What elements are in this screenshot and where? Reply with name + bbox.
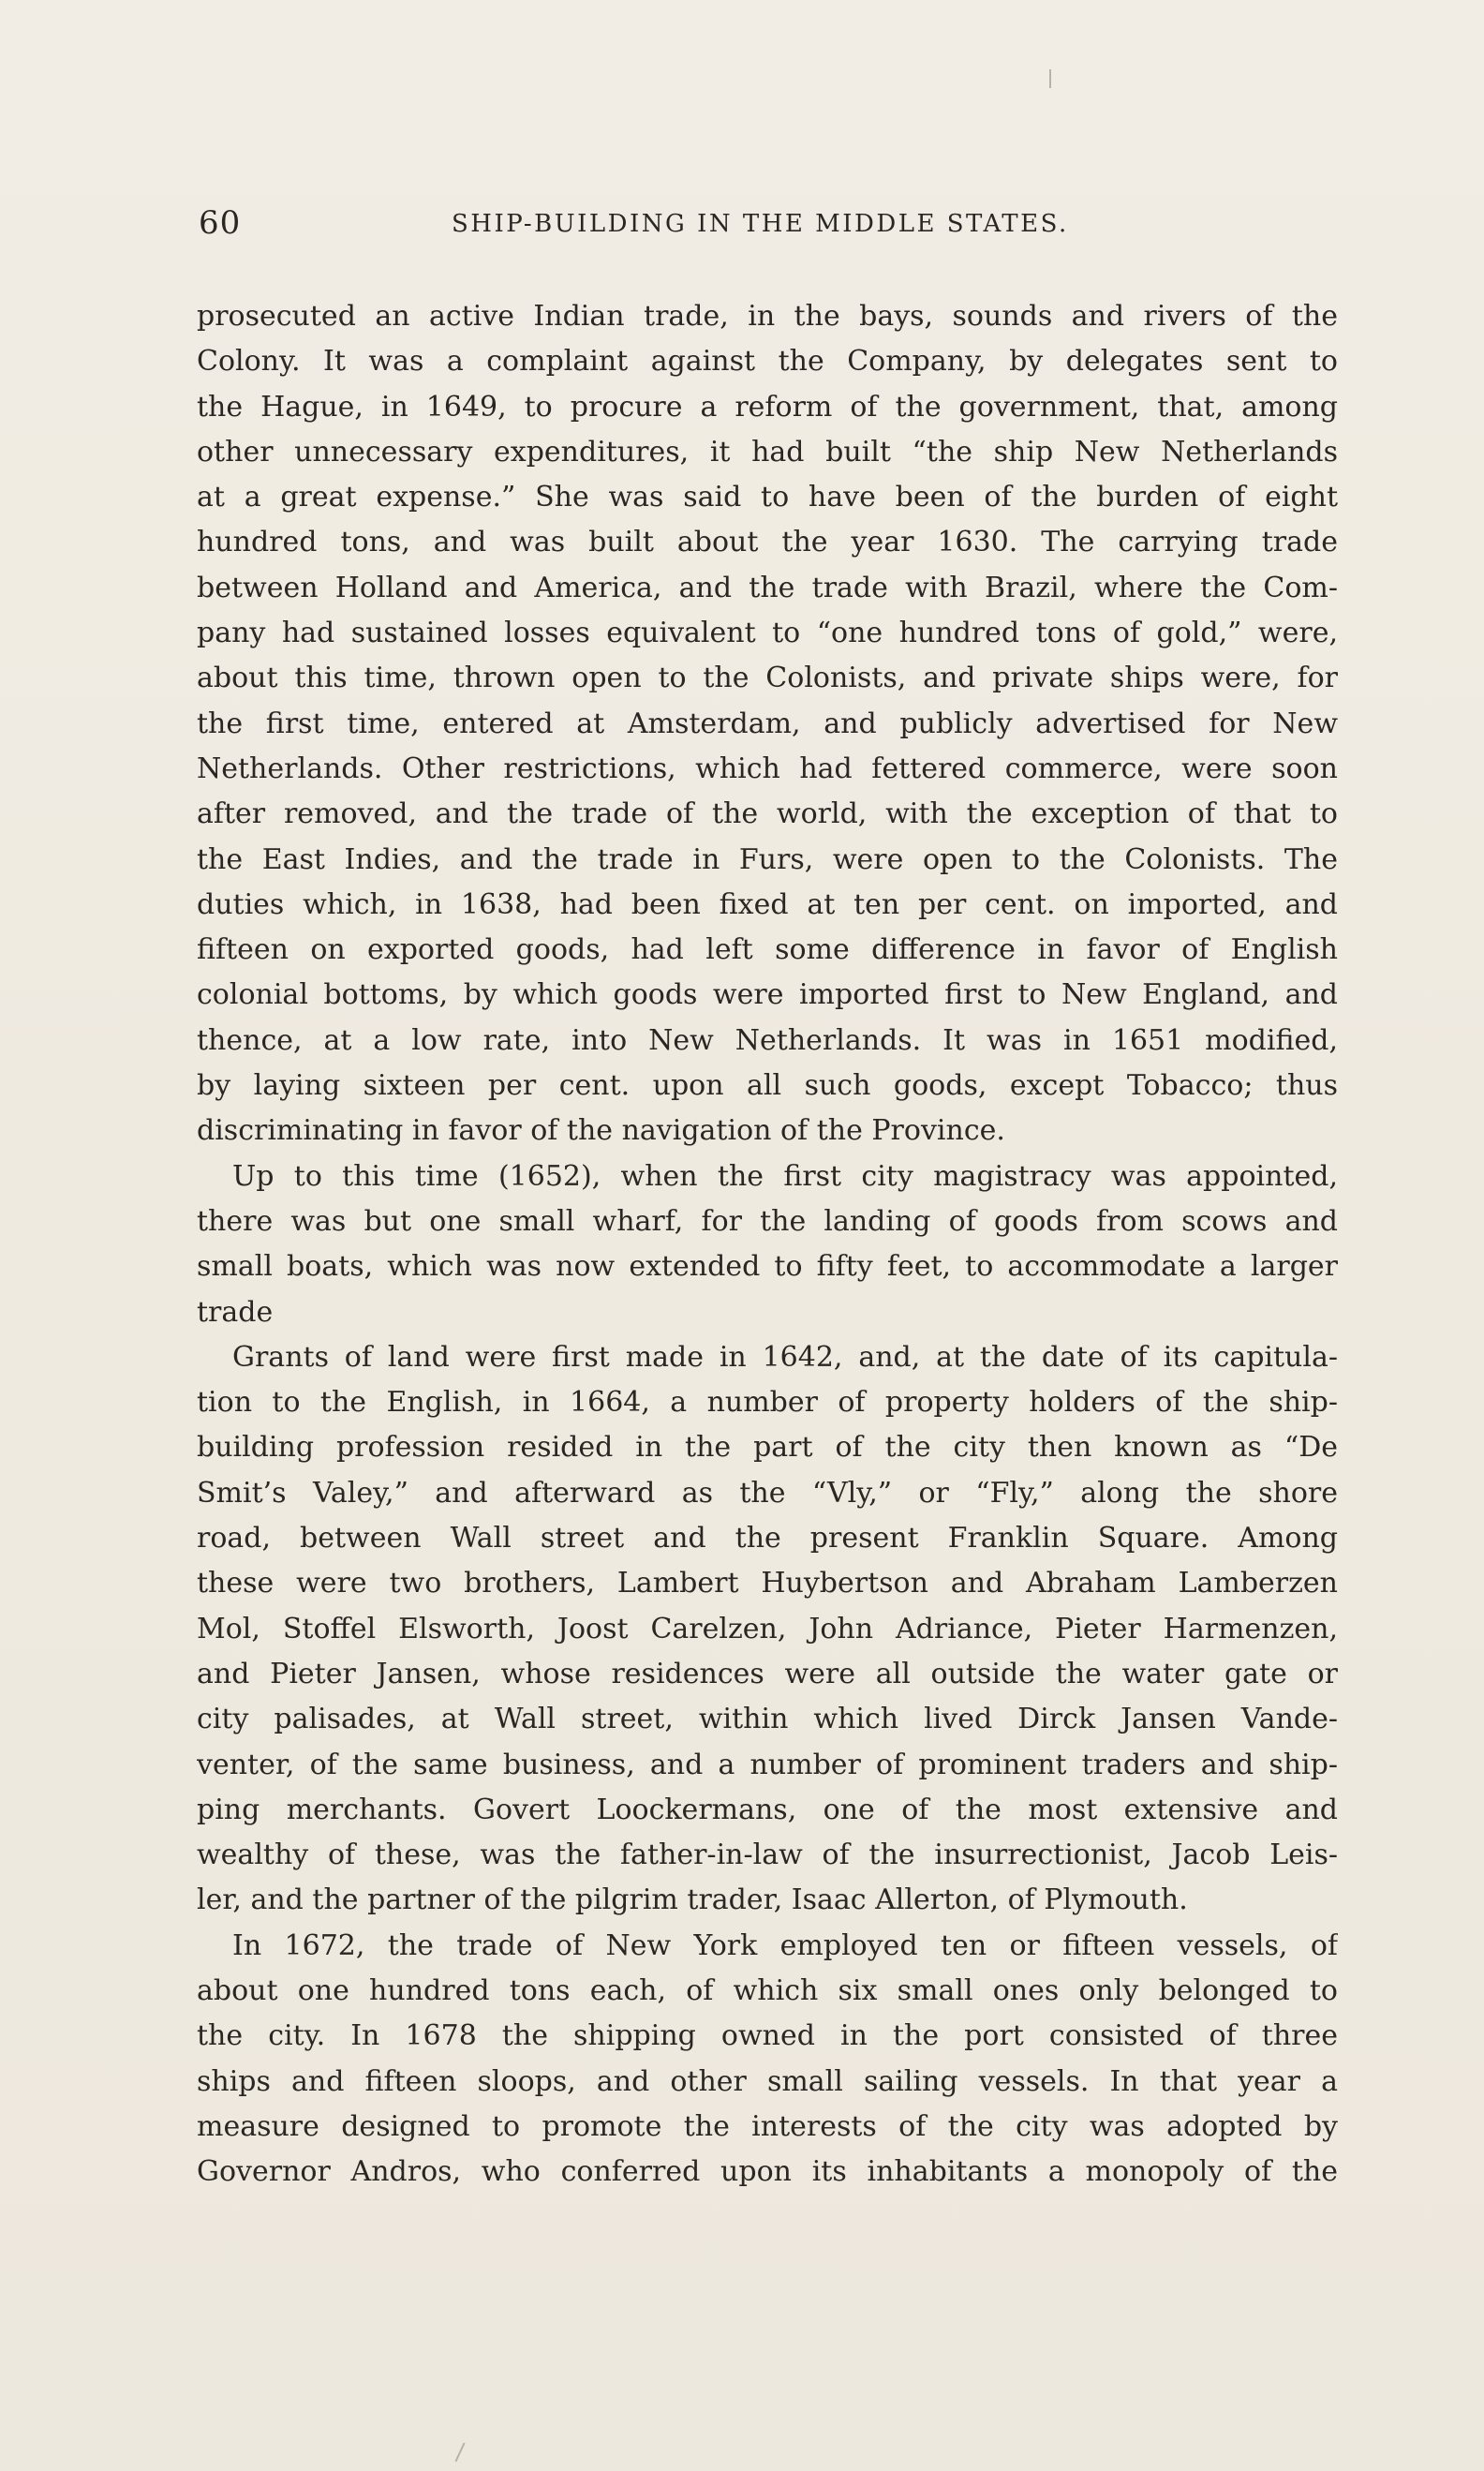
text-line: venter, of the same business, and a number of prominent traders and ship- <box>197 1748 1338 1781</box>
text-line: the East Indies, and the trade in Furs, were open to the Colonists. The <box>197 842 1338 876</box>
text-line: Netherlands. Other restrictions, which had fettered commerce, were soon <box>197 752 1338 785</box>
text-line: and Pieter Jansen, whose residences were all outside the water gate or <box>197 1657 1338 1690</box>
text-line: discriminating in favor of the navigation of the Province. <box>197 1114 1005 1148</box>
text-line: small boats, which was now extended to fifty feet, to accommodate a larger <box>197 1250 1338 1284</box>
page-header <box>199 204 1342 242</box>
text-line: ler, and the partner of the pilgrim trader, Isaac Allerton, of Plymouth. <box>197 1883 1188 1917</box>
text-line: In 1672, the trade of New York employed ten or fifteen vessels, of <box>232 1928 1338 1962</box>
text-line: ships and fifteen sloops, and other small sailing vessels. In that year a <box>197 2064 1338 2098</box>
text-line: after removed, and the trade of the world, with the exception of that to <box>197 797 1338 831</box>
text-line: the first time, entered at Amsterdam, and publicly advertised for New <box>197 707 1338 740</box>
text-line: there was but one small wharf, for the landing of goods from scows and <box>197 1204 1338 1238</box>
text-line: measure designed to promote the interests of the city was adopted by <box>197 2109 1338 2143</box>
text-line: city palisades, at Wall street, within which lived Dirck Jansen Vande- <box>197 1703 1338 1736</box>
text-line: wealthy of these, was the father-in-law of the insurrectionist, Jacob Leis- <box>197 1838 1338 1872</box>
text-line: at a great expense.” She was said to have been of the burden of eight <box>197 481 1338 514</box>
text-line: road, between Wall street and the present Franklin Square. Among <box>197 1522 1338 1556</box>
text-line: Mol, Stoffel Elsworth, Joost Carelzen, John Adriance, Pieter Harmenzen, <box>197 1612 1338 1645</box>
text-line: these were two brothers, Lambert Huybertson and Abraham Lamberzen <box>197 1567 1338 1600</box>
paper-blemish <box>454 2443 465 2463</box>
text-line: colonial bottoms, by which goods were imported first to New England, and <box>197 978 1338 1012</box>
page-number: 60 <box>199 204 242 242</box>
body-text <box>197 294 1338 2195</box>
text-line: the Hague, in 1649, to procure a reform of the government, that, among <box>197 390 1338 424</box>
text-line: fifteen on exported goods, had left some difference in favor of English <box>197 933 1338 967</box>
text-line: Up to this time (1652), when the first city magistracy was appointed, <box>232 1159 1338 1193</box>
text-line: tion to the English, in 1664, a number of property holders of the ship- <box>197 1386 1338 1420</box>
text-line: about one hundred tons each, of which six small ones only belonged to <box>197 1973 1338 2007</box>
text-line: ping merchants. Govert Loockermans, one of the most extensive and <box>197 1793 1338 1826</box>
text-line: hundred tons, and was built about the year 1630. The carrying trade <box>197 526 1338 559</box>
text-line: the city. In 1678 the shipping owned in the port consisted of three <box>197 2019 1338 2053</box>
text-line: pany had sustained losses equivalent to “one hundred tons of gold,” were, <box>197 617 1338 650</box>
text-line: by laying sixteen per cent. upon all such goods, except Tobacco; thus <box>197 1069 1338 1103</box>
text-line: Smit’s Valey,” and afterward as the “Vly,” or “Fly,” along the shore <box>197 1476 1338 1510</box>
text-line: building profession resided in the part of the city then known as “De <box>197 1431 1338 1465</box>
text-line: about this time, thrown open to the Colonists, and private ships were, for <box>197 662 1338 695</box>
text-line: thence, at a low rate, into New Netherlands. It was in 1651 modified, <box>197 1023 1338 1057</box>
running-head: SHIP-BUILDING IN THE MIDDLE STATES. <box>452 210 1069 238</box>
paper-blemish <box>1049 69 1051 88</box>
text-line: prosecuted an active Indian trade, in the bays, sounds and rivers of the <box>197 300 1338 333</box>
text-line: duties which, in 1638, had been fixed at ten per cent. on imported, and <box>197 887 1338 921</box>
text-line: Grants of land were first made in 1642, and, at the date of its capitula- <box>232 1340 1338 1374</box>
text-line: trade <box>197 1295 274 1329</box>
text-line: other unnecessary expenditures, it had built “the ship New Netherlands <box>197 435 1338 469</box>
text-line: Colony. It was a complaint against the Company, by delegates sent to <box>197 345 1338 379</box>
text-line: Governor Andros, who conferred upon its inhabitants a monopoly of the <box>197 2155 1338 2189</box>
text-line: between Holland and America, and the trade with Brazil, where the Com- <box>197 571 1338 604</box>
